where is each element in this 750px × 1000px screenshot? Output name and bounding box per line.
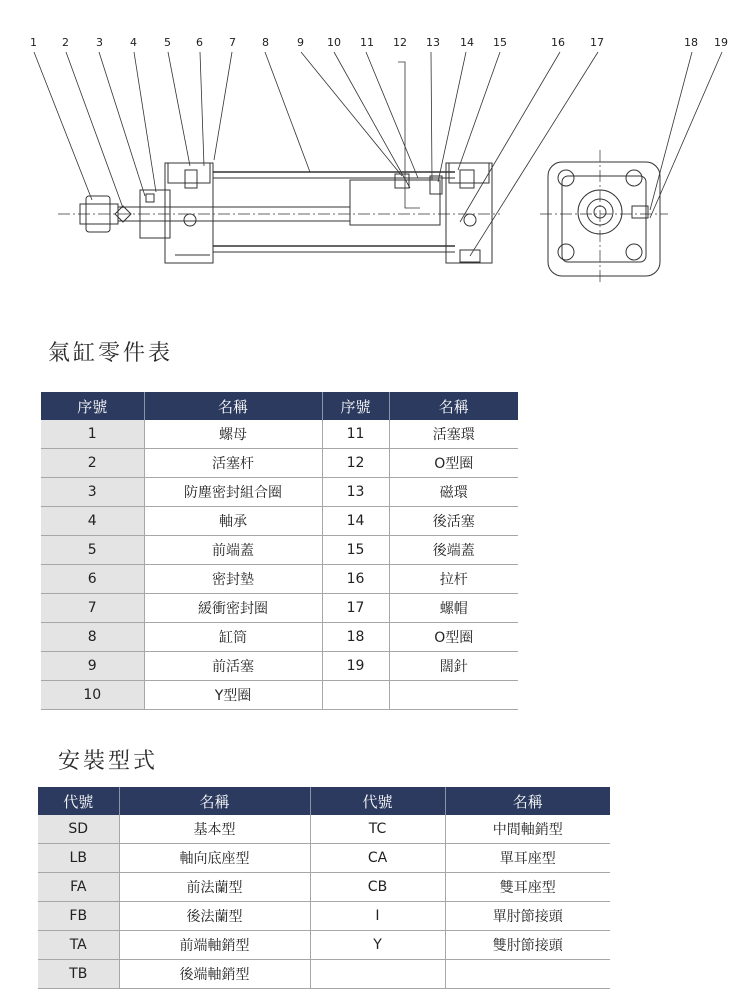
part-no: 1 bbox=[41, 420, 144, 449]
part-name: 後活塞 bbox=[389, 507, 518, 536]
table-row bbox=[41, 536, 518, 565]
callout-14: 14 bbox=[460, 36, 474, 49]
table-row bbox=[38, 873, 610, 902]
cylinder-exploded-drawing bbox=[0, 0, 750, 300]
mount-code: TB bbox=[38, 960, 119, 989]
mount-code: LB bbox=[38, 844, 119, 873]
mount-name: 前法蘭型 bbox=[119, 873, 310, 902]
mount-header-row bbox=[38, 787, 610, 815]
part-name: 活塞杆 bbox=[144, 449, 322, 478]
parts-table-title: 氣缸零件表 bbox=[48, 341, 174, 366]
header-code: 代號 bbox=[310, 787, 445, 815]
mount-name: 單耳座型 bbox=[445, 844, 610, 873]
header-name: 名稱 bbox=[144, 392, 322, 420]
callout-11: 11 bbox=[360, 36, 374, 49]
part-name: O型圈 bbox=[389, 623, 518, 652]
part-no: 8 bbox=[41, 623, 144, 652]
part-name: 活塞環 bbox=[389, 420, 518, 449]
part-name: 前端蓋 bbox=[144, 536, 322, 565]
callout-8: 8 bbox=[262, 36, 269, 49]
part-no: 6 bbox=[41, 565, 144, 594]
part-no: 19 bbox=[322, 652, 389, 681]
callout-16: 16 bbox=[551, 36, 565, 49]
part-no: 9 bbox=[41, 652, 144, 681]
mount-name: 前端軸銷型 bbox=[119, 931, 310, 960]
callout-12: 12 bbox=[393, 36, 407, 49]
mount-code bbox=[310, 960, 445, 989]
header-name: 名稱 bbox=[445, 787, 610, 815]
part-no: 12 bbox=[322, 449, 389, 478]
table-row bbox=[41, 652, 518, 681]
table-row bbox=[38, 815, 610, 844]
header-code: 代號 bbox=[38, 787, 119, 815]
callout-10: 10 bbox=[327, 36, 341, 49]
part-no: 14 bbox=[322, 507, 389, 536]
part-name: 緩衝密封圈 bbox=[144, 594, 322, 623]
callout-15: 15 bbox=[493, 36, 507, 49]
callout-5: 5 bbox=[164, 36, 171, 49]
part-name: 軸承 bbox=[144, 507, 322, 536]
table-row bbox=[41, 420, 518, 449]
table-row bbox=[38, 931, 610, 960]
callout-4: 4 bbox=[130, 36, 137, 49]
table-row bbox=[41, 623, 518, 652]
parts-table bbox=[41, 392, 518, 710]
mount-name: 軸向底座型 bbox=[119, 844, 310, 873]
callout-19: 19 bbox=[714, 36, 728, 49]
part-no: 4 bbox=[41, 507, 144, 536]
part-no: 18 bbox=[322, 623, 389, 652]
mount-table bbox=[38, 787, 610, 989]
mount-code: FA bbox=[38, 873, 119, 902]
part-name: 後端蓋 bbox=[389, 536, 518, 565]
callout-18: 18 bbox=[684, 36, 698, 49]
part-no: 5 bbox=[41, 536, 144, 565]
header-name: 名稱 bbox=[119, 787, 310, 815]
table-row bbox=[38, 960, 610, 989]
mount-name: 後法蘭型 bbox=[119, 902, 310, 931]
mount-code: FB bbox=[38, 902, 119, 931]
mount-code: I bbox=[310, 902, 445, 931]
table-row bbox=[41, 507, 518, 536]
table-row bbox=[38, 844, 610, 873]
part-name: Y型圈 bbox=[144, 681, 322, 710]
callout-7: 7 bbox=[229, 36, 236, 49]
part-name: 防塵密封組合圈 bbox=[144, 478, 322, 507]
callout-13: 13 bbox=[426, 36, 440, 49]
callout-3: 3 bbox=[96, 36, 103, 49]
part-name: 磁環 bbox=[389, 478, 518, 507]
part-no: 2 bbox=[41, 449, 144, 478]
mount-name: 後端軸銷型 bbox=[119, 960, 310, 989]
mount-code: Y bbox=[310, 931, 445, 960]
part-name: 螺母 bbox=[144, 420, 322, 449]
callout-17: 17 bbox=[590, 36, 604, 49]
callout-2: 2 bbox=[62, 36, 69, 49]
parts-header-row bbox=[41, 392, 518, 420]
table-row bbox=[41, 565, 518, 594]
part-no: 13 bbox=[322, 478, 389, 507]
mount-table-title: 安裝型式 bbox=[58, 749, 159, 774]
table-row bbox=[38, 902, 610, 931]
mount-code: CB bbox=[310, 873, 445, 902]
part-name: 密封墊 bbox=[144, 565, 322, 594]
part-name: O型圈 bbox=[389, 449, 518, 478]
table-row bbox=[41, 681, 518, 710]
part-name: 螺帽 bbox=[389, 594, 518, 623]
part-no: 7 bbox=[41, 594, 144, 623]
mount-code: SD bbox=[38, 815, 119, 844]
mount-name: 基本型 bbox=[119, 815, 310, 844]
part-no: 11 bbox=[322, 420, 389, 449]
part-name bbox=[389, 681, 518, 710]
header-no: 序號 bbox=[41, 392, 144, 420]
mount-name bbox=[445, 960, 610, 989]
mount-name: 中間軸銷型 bbox=[445, 815, 610, 844]
mount-name: 雙肘節接頭 bbox=[445, 931, 610, 960]
mount-code: CA bbox=[310, 844, 445, 873]
table-row bbox=[41, 478, 518, 507]
callout-9: 9 bbox=[297, 36, 304, 49]
part-name: 闊針 bbox=[389, 652, 518, 681]
part-no: 10 bbox=[41, 681, 144, 710]
part-name: 前活塞 bbox=[144, 652, 322, 681]
part-name: 缸筒 bbox=[144, 623, 322, 652]
mount-code: TA bbox=[38, 931, 119, 960]
part-no: 3 bbox=[41, 478, 144, 507]
mount-name: 單肘節接頭 bbox=[445, 902, 610, 931]
header-name: 名稱 bbox=[389, 392, 518, 420]
mount-code: TC bbox=[310, 815, 445, 844]
mount-name: 雙耳座型 bbox=[445, 873, 610, 902]
part-no: 16 bbox=[322, 565, 389, 594]
part-no bbox=[322, 681, 389, 710]
part-no: 17 bbox=[322, 594, 389, 623]
table-row bbox=[41, 594, 518, 623]
part-no: 15 bbox=[322, 536, 389, 565]
part-name: 拉杆 bbox=[389, 565, 518, 594]
table-row bbox=[41, 449, 518, 478]
callout-6: 6 bbox=[196, 36, 203, 49]
header-no: 序號 bbox=[322, 392, 389, 420]
callout-1: 1 bbox=[30, 36, 37, 49]
